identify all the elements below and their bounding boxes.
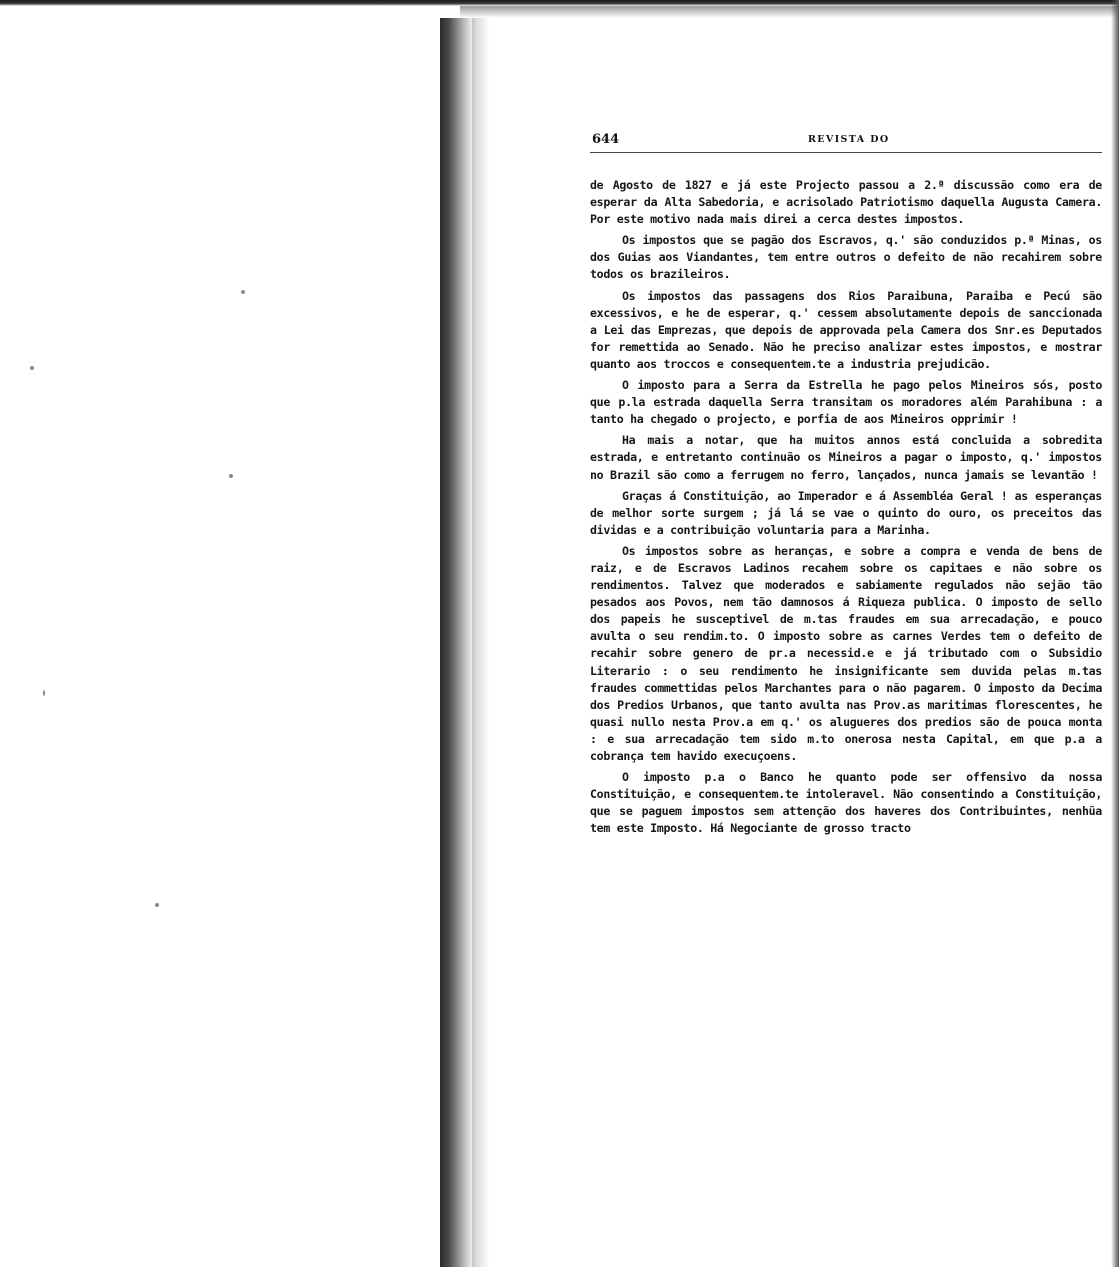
paragraph-6: Graças á Constituição, ao Imperador e á Assembléa Geral ! as esperanças de melhor sorte surgem ; já lá se vae o quinto do ouro, os preceitos das dividas e a contribuição voluntaria para a Marinha. [590, 488, 1102, 537]
paragraph-8: O imposto p.a o Banco he quanto pode ser offensivo da nossa Constituição, e consequentem.te intoleravel. Não consentindo a Constituição, que se paguem impostos sem attenção dos haveres dos Contribuintes, nenhũa tem este Imposto. Há Negociante de grosso tracto [590, 770, 1102, 836]
paragraph-5: Ha mais a notar, que ha muitos annos está concluida a sobredita estrada, e entretanto continuão os Mineiros a pagar o imposto, q.' impostos no Brazil são como a ferrugem no ferro, lançados, nunca jamais se levantão ! [590, 433, 1102, 482]
paragraph-4: O imposto para a Serra da Estrella he pago pelos Mineiros sós, posto que p.la estrada daquella Serra transitam os moradores além Parahibuna : a tanto ha chegado o projecto, e porfia de aos Mineiros opprimir ! [590, 378, 1102, 427]
paragraph-1: de Agosto de 1827 e já este Projecto passou a 2.ª discussão como era de esperar da Alta Sabedoria, e acrisolado Patriotismo daquella Augusta Camera. Por este motivo nada mais direi a cerca destes impostos. [590, 178, 1102, 227]
speck-2 [30, 366, 34, 370]
paragraph-3: Os impostos das passagens dos Rios Paraibuna, Paraiba e Pecú são excessivos, e he de esperar, q.' cessem absolutamente depois de sanccionada a Lei das Emprezas, que depois de approvada pela Camera dos Snr.es Deputados for remettida ao Senado. Não he preciso analizar estes impostos, e mostrar quanto aos troccos e consequentem.te a industria prejudicão. [590, 288, 1102, 371]
paragraph-2: Os impostos que se pagão dos Escravos, q.' são conduzidos p.ª Minas, os dos Guias aos Viandantes, tem entre outros o defeito de não recahirem sobre todos os brazileiros. [590, 233, 1102, 282]
speck-5 [43, 690, 45, 696]
speck-1 [241, 290, 245, 294]
speck-3 [229, 474, 233, 478]
gutter-shadow [472, 18, 490, 1267]
paragraph-7: Os impostos sobre as heranças, e sobre a compra e venda de bens de raiz, e de Escravos Ladinos recahem sobre os capitaes e não sobre os rendimentos. Talvez que moderados e sabiamente regulados não sejão tão pesados aos Povos, nem tão damnosos á Riqueza publica. O imposto de sello dos papeis he susceptivel de m.tas fraudes em sua arrecadação, e pouco avulta o seu rendim.to. O imposto sobre as carnes Verdes tem o defeito de recahir sobre genero de pr.a necessid.e e já tributado com o Subsidio Literario : o seu rendimento he insignificante sem duvida pelas m.tas fraudes commettidas pelos Marchantes para o não pagarem. O imposto da Decima dos Predios Urbanos, que tanto avulta nas Prov.as maritimas florescentes, he quasi nullo nesta Prov.a em q.' os alugueres dos predios são de pouca monta : e sua arrecadação tem sido m.to onerosa nesta Capital, em que p.a a cobrança tem havido execuçoens. [590, 543, 1102, 763]
page-number: 644 [592, 132, 620, 147]
book-gutter [440, 18, 476, 1267]
page-top-shadow [460, 6, 1119, 18]
speck-4 [155, 903, 159, 907]
blank-left-margin [0, 0, 440, 1267]
running-head [590, 130, 1102, 153]
running-title: REVISTA DO [808, 134, 890, 145]
printed-page [590, 130, 1102, 841]
scanner-right-edge [1111, 0, 1119, 1267]
